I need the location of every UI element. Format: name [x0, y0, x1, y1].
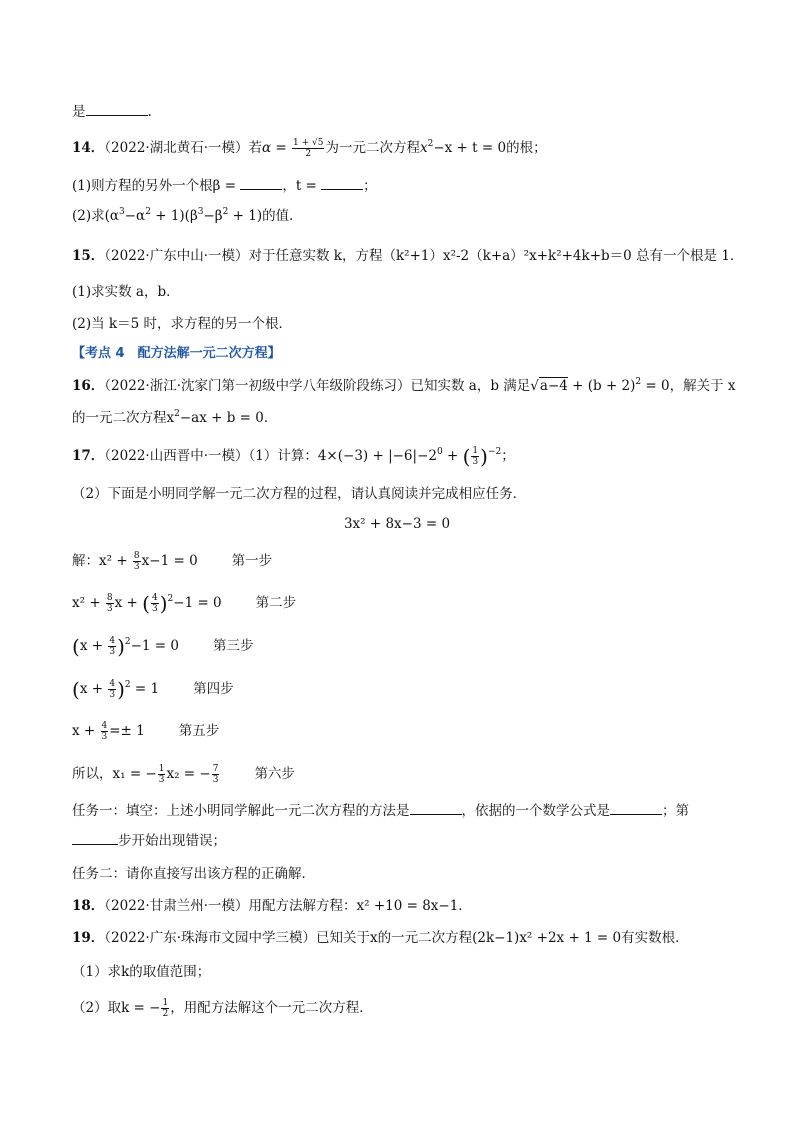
- math: 解：x² +: [72, 553, 132, 569]
- numerator: 1: [158, 764, 165, 774]
- question-number: 18．: [72, 898, 105, 914]
- numerator: 8: [106, 593, 113, 603]
- q17-stem: [72, 446, 722, 467]
- answer-blank: [72, 844, 118, 845]
- denominator: 3: [158, 775, 165, 785]
- text: ；第: [662, 803, 689, 819]
- q14-stem: [72, 138, 722, 159]
- fraction: [161, 998, 169, 1019]
- fraction: [292, 138, 324, 159]
- fraction: [108, 636, 116, 657]
- math: = 1: [130, 681, 160, 697]
- step-label: 第五步: [178, 723, 220, 739]
- text: (2)当 k＝5 时，求方程的另一个根．: [72, 316, 292, 332]
- exponent: 2: [222, 207, 229, 217]
- math: + 1)(β: [150, 208, 198, 224]
- math: −β: [203, 208, 223, 224]
- section-heading: 【考点 4 配方法解一元二次方程】: [72, 346, 281, 361]
- text: ，用配方法解这个一元二次方程．: [170, 1000, 373, 1016]
- text: （2）下面是小明同学解一元二次方程的过程，请认真阅读并完成相应任务．: [72, 486, 527, 502]
- paren: (: [142, 591, 150, 616]
- q15-sub1: [72, 282, 722, 302]
- question-number: 15．: [72, 248, 105, 264]
- numerator: 1 + √5: [293, 138, 324, 148]
- exponent: 3: [119, 207, 125, 217]
- q15-sub2: [72, 314, 722, 334]
- math: +: [442, 448, 463, 464]
- text: .: [147, 104, 152, 120]
- math: −α: [124, 208, 146, 224]
- q17-sub2: [72, 484, 722, 504]
- exponent: 2: [124, 680, 131, 690]
- question-source: （2022·甘肃兰州·一模）: [104, 898, 249, 914]
- math: −ax + b = 0．: [179, 410, 278, 426]
- numerator: 1: [162, 998, 169, 1008]
- paren: ): [117, 677, 125, 702]
- q17-step6: [72, 764, 722, 785]
- text: 是: [72, 104, 86, 120]
- paren: ): [117, 634, 125, 659]
- math: x +: [79, 681, 108, 697]
- numerator: 4: [101, 721, 108, 731]
- text: 为一元二次方程: [325, 140, 420, 156]
- math: −1 = 0: [130, 638, 179, 654]
- radicand: a−4: [539, 378, 568, 394]
- text: (1)求实数 a，b．: [72, 284, 180, 300]
- q16-line2: [72, 408, 722, 428]
- text: 若: [248, 140, 262, 156]
- paren: (: [72, 677, 80, 702]
- exponent: 3: [197, 207, 204, 217]
- question-source: （2022·浙江·沈家门第一初级中学八年级阶段练习）: [104, 378, 411, 394]
- q17-task1-cont: [72, 831, 722, 851]
- math: x−1 = 0: [141, 553, 198, 569]
- step-label: 第六步: [254, 766, 295, 782]
- q17-step2: [72, 593, 722, 614]
- text: ；: [501, 448, 515, 464]
- text: 对于任意实数 k，方程（k²+1）x²-2（k+a）²x+k²+4k+b＝0 总有一个根是 1．: [248, 248, 744, 264]
- math: x +: [114, 595, 143, 611]
- q17-task1: [72, 801, 722, 821]
- math: =± 1: [109, 723, 145, 739]
- numerator: 4: [151, 593, 158, 603]
- q17-step1: [72, 551, 722, 572]
- text: ，t =: [282, 178, 322, 194]
- fraction: [212, 764, 220, 785]
- q14-sub2: [72, 206, 722, 226]
- paren: (: [462, 444, 471, 469]
- q17-equation: 3x² + 8x−3 = 0: [343, 516, 451, 532]
- math: x: [419, 140, 428, 156]
- numerator: 4: [109, 679, 116, 689]
- text: 的一元二次方程x: [72, 410, 175, 426]
- question-number: 17．: [72, 448, 105, 464]
- exponent: 2: [427, 139, 434, 149]
- math: + 1)的值．: [228, 208, 303, 224]
- math: α: [262, 140, 272, 156]
- denominator: 3: [212, 775, 219, 785]
- fraction: [133, 551, 141, 572]
- math: x² +: [72, 595, 105, 611]
- question-source: （2022·广东中山·一模）: [104, 248, 249, 264]
- text: 用配方法解方程：x² +10 = 8x−1．: [248, 898, 472, 914]
- denominator: 3: [109, 647, 116, 657]
- text: 已知关于x的一元二次方程(2k−1)x² +2x + 1 = 0有实数根．: [316, 930, 689, 946]
- text: (1)则方程的另外一个根β =: [72, 178, 241, 194]
- exponent: 2: [145, 207, 151, 217]
- text: 任务一：填空：上述小明同学解此一元二次方程的方法是: [72, 803, 410, 819]
- numerator: 8: [133, 551, 140, 561]
- denominator: 3: [151, 604, 158, 614]
- fraction: [471, 446, 479, 467]
- q13-tail: [72, 102, 722, 122]
- text: 任务二：请你直接写出该方程的正确解．: [72, 866, 315, 882]
- numerator: 7: [212, 764, 219, 774]
- math: −x + t = 0的根；: [433, 140, 547, 156]
- q17-step5: [72, 721, 722, 742]
- text: （1）求k的取值范围；: [72, 964, 211, 980]
- answer-blank: [321, 189, 363, 190]
- math: 所以，x₁ = −: [72, 766, 157, 782]
- math: （1）计算：4×(−3) + |−6|−2: [248, 448, 437, 464]
- answer-blank: [410, 814, 462, 815]
- math: x +: [79, 638, 108, 654]
- answer-blank: [610, 814, 662, 815]
- denominator: 2: [162, 1009, 169, 1019]
- math: x₂ = −: [166, 766, 211, 782]
- q15-stem: [72, 246, 744, 266]
- exponent: −2: [487, 447, 502, 457]
- fraction: [158, 764, 166, 785]
- math: (2)求(α: [72, 208, 120, 224]
- exponent: 2: [635, 377, 642, 387]
- question-source: （2022·湖北黄石·一模）: [104, 140, 249, 156]
- q17-task2: [72, 864, 722, 884]
- text: = 0，解关于 x: [641, 378, 736, 394]
- denominator: 3: [106, 604, 113, 614]
- step-label: 第二步: [255, 595, 297, 611]
- text: ，依据的一个数学公式是: [461, 803, 610, 819]
- paren: ): [480, 444, 488, 469]
- question-number: 16．: [72, 378, 105, 394]
- question-source: （2022·山西晋中·一模）: [104, 448, 249, 464]
- q18-stem: [72, 896, 722, 916]
- fraction: [101, 721, 109, 742]
- question-number: 19．: [72, 930, 105, 946]
- text: 步开始出现错误；: [118, 833, 226, 849]
- fraction: [106, 593, 114, 614]
- q19-sub2: [72, 998, 722, 1019]
- math: （2）取k = −: [72, 1000, 161, 1016]
- denominator: 3: [133, 562, 140, 572]
- numerator: 4: [109, 636, 116, 646]
- q17-step4: [72, 679, 722, 700]
- step-label: 第一步: [231, 553, 273, 569]
- question-source: （2022·广东·珠海市文园中学三模）: [104, 930, 316, 946]
- denominator: 2: [305, 149, 312, 159]
- step-label: 第三步: [213, 638, 254, 654]
- q17-step3: [72, 636, 722, 657]
- fraction: [108, 679, 116, 700]
- text: ；: [363, 178, 377, 194]
- paren: ): [159, 591, 168, 616]
- exponent: 2: [174, 409, 180, 419]
- exponent: 0: [436, 447, 443, 457]
- fraction: [151, 593, 159, 614]
- math: x +: [72, 723, 100, 739]
- math: + (b + 2): [567, 378, 636, 394]
- paren: (: [72, 634, 80, 659]
- q19-sub1: [72, 962, 722, 982]
- q16-stem: 16．（2022·浙江·沈家门第一初级中学八年级阶段练习）已知实数 a，b 满足$√a-4 + (b + 2)^2 = 0$，解关于 x: [72, 377, 736, 394]
- question-number: 14．: [72, 140, 105, 156]
- denominator: 3: [472, 457, 479, 467]
- q14-sub1: [72, 176, 722, 196]
- q19-stem: [72, 928, 722, 948]
- step-label: 第四步: [193, 681, 234, 697]
- answer-blank: [86, 115, 148, 116]
- denominator: 3: [109, 690, 116, 700]
- denominator: 3: [101, 732, 108, 742]
- exponent: 2: [167, 594, 174, 604]
- math: −1 = 0: [173, 595, 222, 611]
- answer-blank: [240, 189, 282, 190]
- numerator: 1: [472, 446, 479, 456]
- text: 已知实数 a，b 满足: [410, 378, 531, 394]
- math: =: [271, 140, 292, 156]
- exponent: 2: [124, 637, 131, 647]
